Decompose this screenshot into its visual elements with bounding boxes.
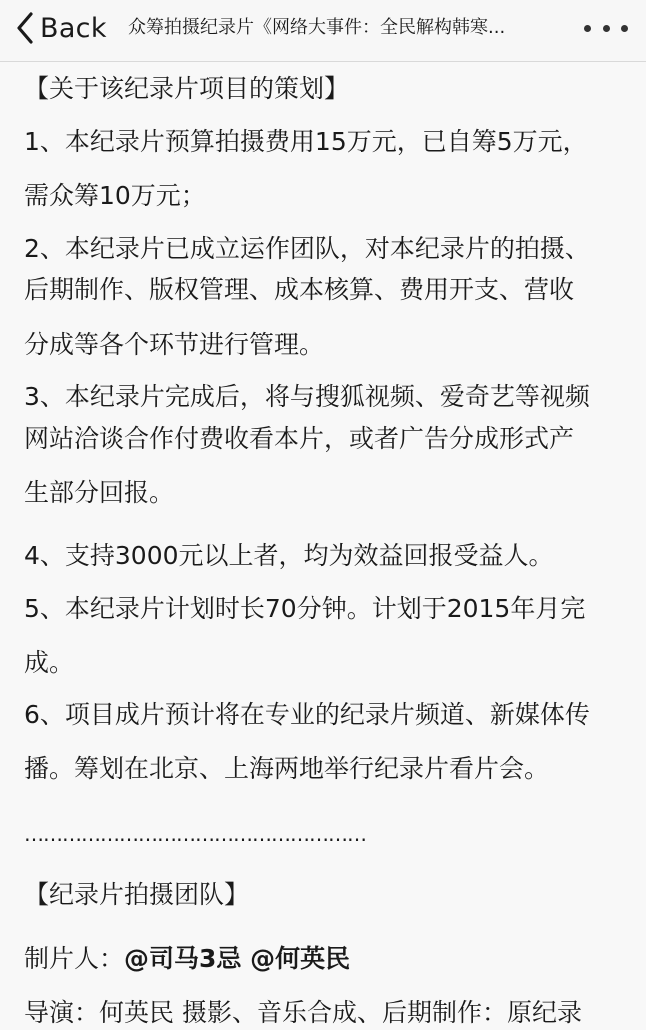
chevron-left-icon: [16, 12, 34, 44]
paragraph-line: 后期制作、版权管理、成本核算、费用开支、营收: [24, 275, 575, 304]
paragraph-line: 4、支持3000元以上者，均为效益回报受益人。: [24, 541, 554, 570]
producer-label: 制片人：: [24, 944, 125, 973]
producer-names: @司马3忌 @何英民: [124, 944, 351, 973]
dotted-divider: ………………………………………………: [24, 822, 366, 846]
back-label: Back: [40, 12, 107, 44]
paragraph-line: 3、本纪录片完成后，将与搜狐视频、爱奇艺等视频: [24, 382, 590, 411]
more-options-button[interactable]: [584, 16, 628, 40]
paragraph-line: 网站洽谈合作付费收看本片，或者广告分成形式产: [24, 424, 575, 453]
section-heading-planning: 【关于该纪录片项目的策划】: [24, 74, 350, 103]
paragraph-line: 分成等各个环节进行管理。: [24, 330, 325, 359]
paragraph-line: 成。: [24, 648, 75, 677]
paragraph-line: 播。筹划在北京、上海两地举行纪录片看片会。: [24, 754, 550, 783]
producer-line: [24, 942, 630, 976]
paragraph-line: 需众筹10万元；: [24, 181, 206, 210]
paragraph-line: 1、本纪录片预算拍摄费用15万元，已自筹5万元，: [24, 127, 588, 156]
more-dot-icon: [584, 25, 591, 32]
section-heading-team: 【纪录片拍摄团队】: [24, 880, 250, 909]
page-title: 众筹拍摄纪录片《网络大事件：全民解构韩寒...: [128, 17, 506, 38]
navigation-bar: [0, 0, 646, 62]
paragraph-line: 5、本纪录片计划时长70分钟。计划于2015年月完: [24, 594, 586, 623]
more-dot-icon: [603, 25, 610, 32]
more-dot-icon: [621, 25, 628, 32]
director-line: 导演：何英民 摄影、音乐合成、后期制作：原纪录: [24, 998, 582, 1027]
paragraph-line: 生部分回报。: [24, 478, 175, 507]
paragraph-line: 6、项目成片预计将在专业的纪录片频道、新媒体传: [24, 700, 590, 729]
back-button[interactable]: [16, 8, 107, 48]
paragraph-line: 2、本纪录片已成立运作团队，对本纪录片的拍摄、: [24, 234, 590, 263]
